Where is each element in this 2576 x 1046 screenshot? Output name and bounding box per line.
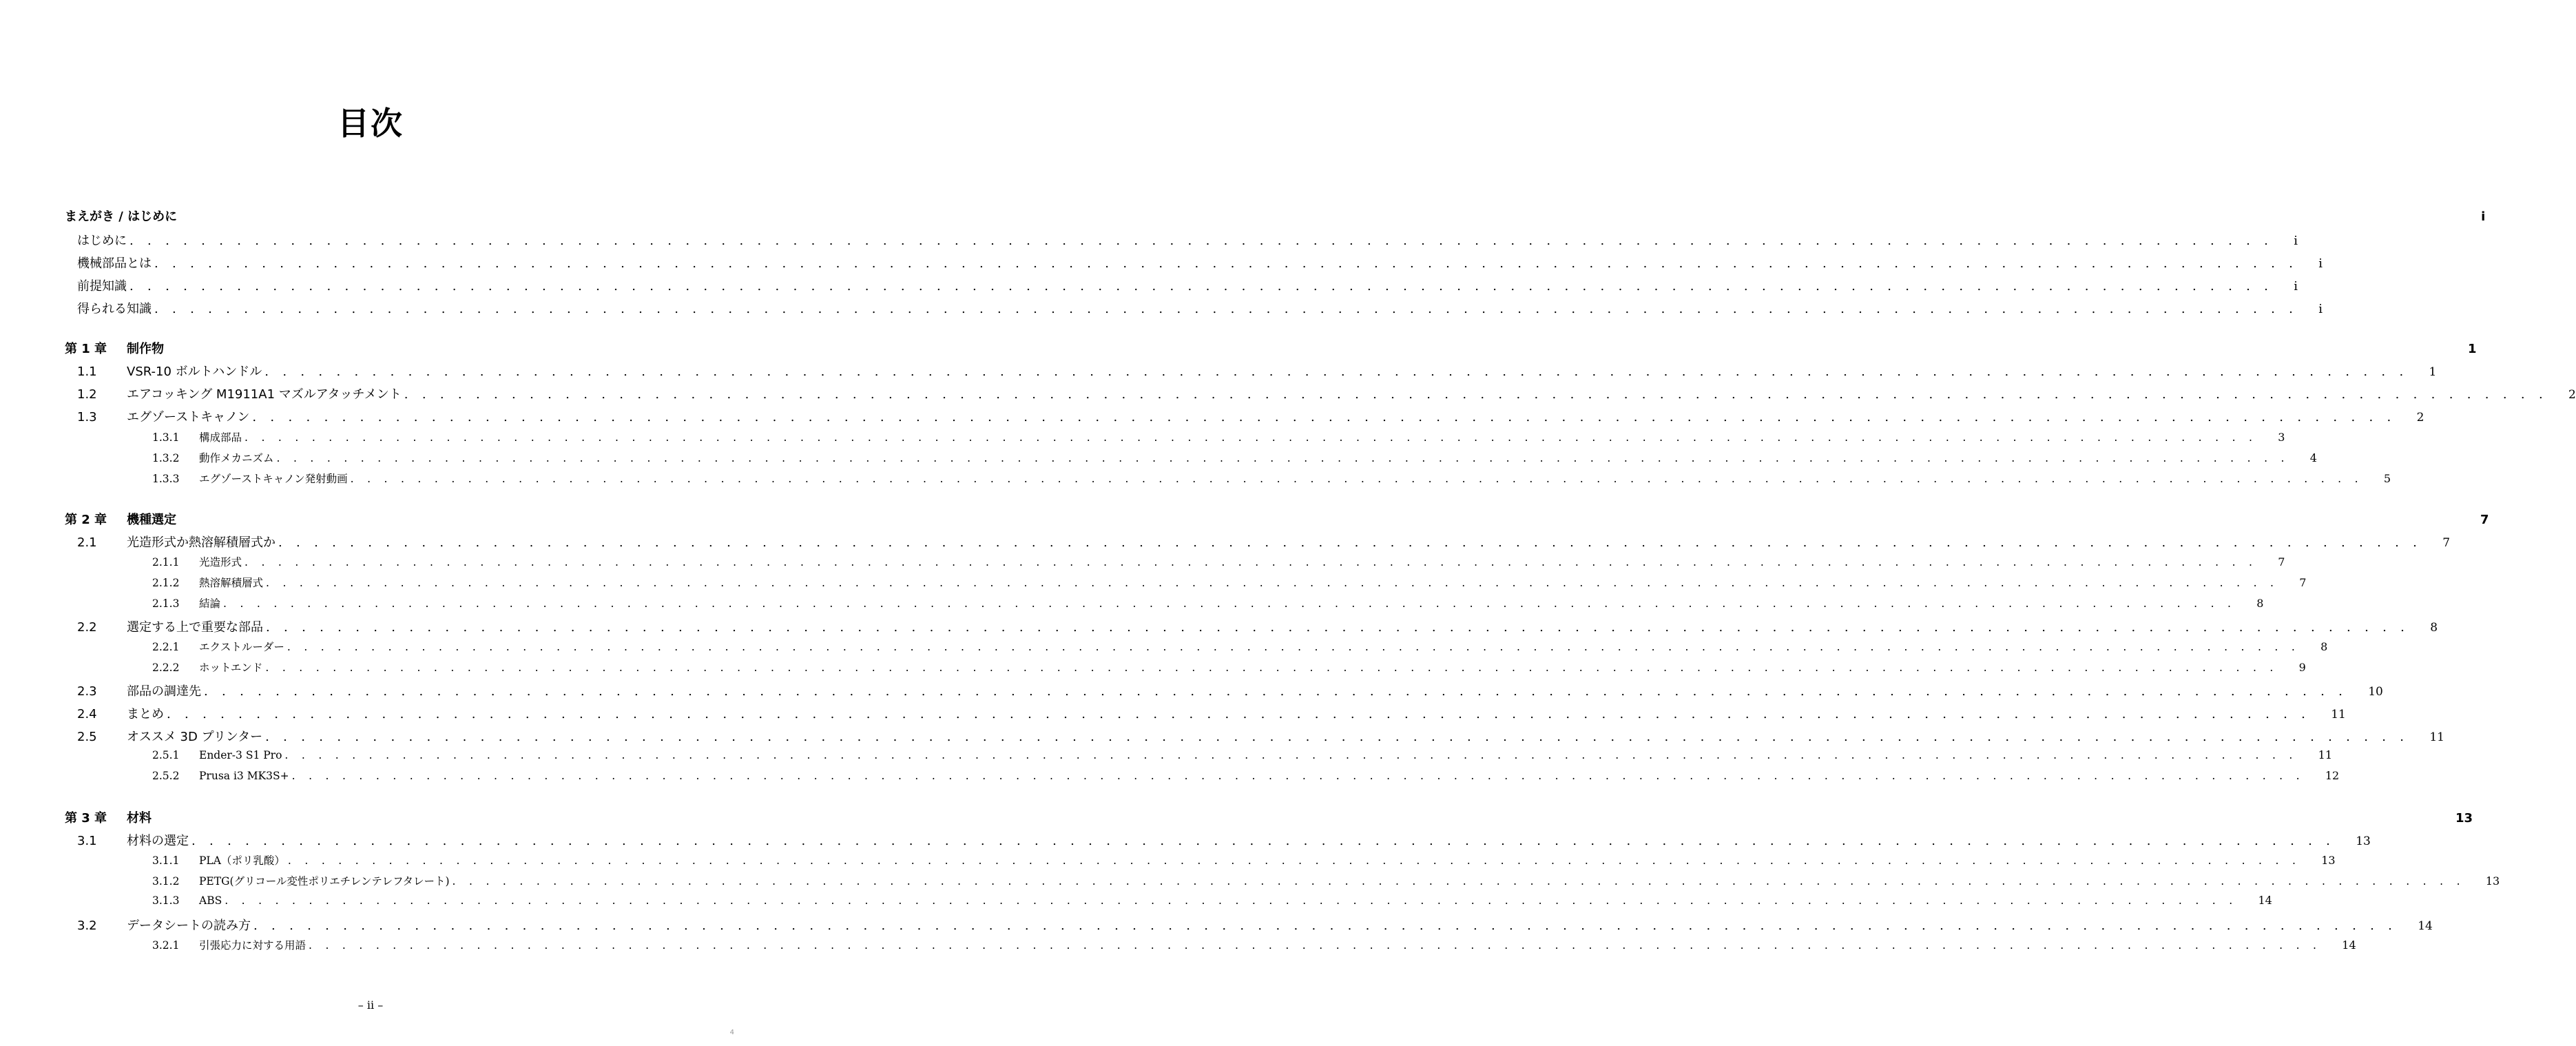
toc-title: エクストルーダー xyxy=(199,641,284,653)
toc-page-number: 2 xyxy=(2568,388,2576,402)
toc-number: 2.2 xyxy=(77,620,97,635)
toc-page-number: 8 xyxy=(2256,597,2264,610)
toc-page-number: 13 xyxy=(2455,811,2473,825)
toc-page-number: 14 xyxy=(2418,919,2433,933)
toc-entry-section[interactable] xyxy=(65,704,2346,722)
toc-page-number: 7 xyxy=(2278,555,2285,568)
toc-title: 前提知識 xyxy=(77,279,127,294)
toc-entry-subsection[interactable] xyxy=(65,639,2328,654)
toc-entry-item[interactable] xyxy=(65,299,2323,317)
toc-number: 2.5 xyxy=(77,730,97,744)
dot-leader: . . . . . . . . . . . . . . . . . . . . . . . . . . . . . . . . . . . . . . . . . . . . . . . . . . . . . . . . . . . . . . . . . . . . . . . . . . . . . . . . . . . . . . . . . . . . . . . . . . . . . . . . . . . . . . . . . . . . . . . . xyxy=(291,770,2305,782)
toc-number: 2.1.1 xyxy=(152,556,180,568)
toc-page-number: 1 xyxy=(2467,342,2477,356)
toc-entry-subsection[interactable] xyxy=(65,873,2500,888)
toc-page-number: 13 xyxy=(2485,874,2500,888)
toc-page-number: 2 xyxy=(2416,411,2424,424)
dot-leader: . . . . . . . . . . . . . . . . . . . . . . . . . . . . . . . . . . . . . . . . . . . . . . . . . . . . . . . . . . . . . . . . . . . . . . . . . . . . . . . . . . . . . . . . . . . . . . . . . . . . . . . . . . . . . . . . . . . . . . . . xyxy=(266,577,2279,589)
toc-entry-subsection[interactable] xyxy=(65,748,2333,761)
toc-page-number: 7 xyxy=(2480,513,2489,527)
toc-number: 3.1.1 xyxy=(152,854,180,867)
toc-number: 1.3.1 xyxy=(152,431,180,444)
toc-title: 得られる知識 xyxy=(77,302,152,316)
dot-leader: . . . . . . . . . . . . . . . . . . . . . . . . . . . . . . . . . . . . . . . . . . . . . . . . . . . . . . . . . . . . . . . . . . . . . . . . . . . . . . . . . . . . . . . . . . . . . . . . . . . . . . . . . . . . . . . . . . . . . . . . xyxy=(287,641,2300,653)
toc-entry-section[interactable] xyxy=(65,727,2444,745)
toc-title: まとめ xyxy=(127,707,164,721)
toc-number: 3.1 xyxy=(77,834,97,848)
dot-leader: . . . . . . . . . . . . . . . . . . . . . . . . . . . . . . . . . . . . . . . . . . . . . . . . . . . . . . . . . . . . . . . . . . . . . . . . . . . . . . . . . . . . . . . . . . . . . . . . . . . . . . . . . . . . . . . . . . . . . . . . xyxy=(265,662,2278,674)
toc-number: 第 2 章 xyxy=(65,513,107,527)
toc-entry-section[interactable] xyxy=(65,533,2451,551)
toc-entry-section[interactable] xyxy=(65,916,2433,934)
toc-entry-section[interactable] xyxy=(65,407,2424,425)
toc-entry-section[interactable] xyxy=(65,831,2371,849)
toc-page-number: 12 xyxy=(2325,769,2340,782)
toc-page-number: 11 xyxy=(2429,730,2444,744)
toc-title: 構成部品 xyxy=(199,431,242,444)
toc-entry-subsection[interactable] xyxy=(65,894,2272,907)
toc-title: まえがき / はじめに xyxy=(65,209,178,224)
dot-leader: . . . . . . . . . . . . . . . . . . . . . . . . . . . . . . . . . . . . . . . . . . . . . . . . . . . . . . . . . . . . . . . . . . . . . . . . . . . . . . . . . . . . . . . . . . . . . . . . . . . . . . . . . . . . . . . . . . . . . . . . xyxy=(350,473,2363,485)
toc-page-number: 5 xyxy=(2383,472,2391,485)
page-title: 目次 xyxy=(337,105,404,142)
toc-entry-section[interactable] xyxy=(65,362,2437,380)
dot-leader: . . . . . . . . . . . . . . . . . . . . . . . . . . . . . . . . . . . . . . . . . . . . . . . . . . . . . . . . . . . . . . . . . . . . . . . . . . . . . . . . . . . . . . . . . . . . . . . . . . . . . . . . . . . . . . . . . . . . . . . . xyxy=(265,730,2409,744)
toc-title: ABS xyxy=(199,894,222,907)
dot-leader: . . . . . . . . . . . . . . . . . . . . . . . . . . . . . . . . . . . . . . . . . . . . . . . . . . . . . . . . . . . . . . . . . . . . . . . . . . . . . . . . . . . . . . . . . . . . . . . . . . . . . . . . . . . . . . . . . . . . . . . . xyxy=(284,749,2298,761)
toc-entry-part[interactable] xyxy=(65,207,2486,225)
toc-page-number: i xyxy=(2481,209,2486,224)
toc-title: エグゾーストキャノン xyxy=(127,410,250,424)
toc-number: 2.3 xyxy=(77,684,97,699)
dot-leader: . . . . . . . . . . . . . . . . . . . . . . . . . . . . . . . . . . . . . . . . . . . . . . . . . . . . . . . . . . . . . . . . . . . . . . . . . . . . . . . . . . . . . . . . . . . . . . . . . . . . . . . . . . . . . . . . . . . . . . . . xyxy=(129,279,2274,294)
toc-title: 光造形式 xyxy=(199,556,242,568)
dot-leader: . . . . . . . . . . . . . . . . . . . . . . . . . . . . . . . . . . . . . . . . . . . . . . . . . . . . . . . . . . . . . . . . . . . . . . . . . . . . . . . . . . . . . . . . . . . . . . . . . . . . . . . . . . . . . . . . . . . . . . . . xyxy=(266,620,2410,635)
toc-number: 2.1 xyxy=(77,535,97,550)
dot-leader: . . . . . . . . . . . . . . . . . . . . . . . . . . . . . . . . . . . . . . . . . . . . . . . . . . . . . . . . . . . . . . . . . . . . . . . . . . . . . . . . . . . . . . . . . . . . . . . . . . . . . . . . . . . . . . . . . . . . . . . . xyxy=(252,410,2396,424)
toc-entry-subsection[interactable] xyxy=(65,575,2307,590)
toc-title: 結論 xyxy=(199,597,221,610)
toc-number: 1.1 xyxy=(77,365,97,379)
dot-leader: . . . . . . . . . . . . . . . . . . . . . . . . . . . . . . . . . . . . . . . . . . . . . . . . . . . . . . . . . . . . . . . . . . . . . . . . . . . . . . . . . . . . . . . . . . . . . . . . . . . . . . . . . . . . . . . . . . . . . . . . xyxy=(154,302,2298,316)
dot-leader: . . . . . . . . . . . . . . . . . . . . . . . . . . . . . . . . . . . . . . . . . . . . . . . . . . . . . . . . . . . . . . . . . . . . . . . . . . . . . . . . . . . . . . . . . . . . . . . . . . . . . . . . . . . . . . . . . . . . . . . . xyxy=(309,939,2322,952)
toc-title: 光造形式か熱溶解積層式か xyxy=(127,535,276,550)
toc-title: PETG(グリコール変性ポリエチレンテレフタレート) xyxy=(199,875,450,888)
toc-page-number: 9 xyxy=(2298,661,2306,674)
toc-title: 材料 xyxy=(127,811,152,825)
toc-entry-subsection[interactable] xyxy=(65,450,2317,465)
toc-page-number: 11 xyxy=(2331,708,2346,721)
toc-entry-item[interactable] xyxy=(65,276,2298,294)
toc-number: 3.2.1 xyxy=(152,939,180,952)
toc-title: データシートの読み方 xyxy=(127,919,251,933)
toc-title: 動作メカニズム xyxy=(199,452,274,464)
toc-entry-subsection[interactable] xyxy=(65,937,2356,952)
toc-number: 1.3.3 xyxy=(152,473,180,485)
toc-number: 2.4 xyxy=(77,707,97,721)
toc-entry-subsection[interactable] xyxy=(65,852,2336,868)
toc-entry-subsection[interactable] xyxy=(65,659,2306,675)
toc-page-number: i xyxy=(2318,302,2323,316)
toc-number: 1.2 xyxy=(77,387,97,402)
toc-title: 引張応力に対する用語 xyxy=(199,939,307,952)
dot-leader: . . . . . . . . . . . . . . . . . . . . . . . . . . . . . . . . . . . . . . . . . . . . . . . . . . . . . . . . . . . . . . . . . . . . . . . . . . . . . . . . . . . . . . . . . . . . . . . . . . . . . . . . . . . . . . . . . . . . . . . . xyxy=(129,234,2274,248)
toc-entry-subsection[interactable] xyxy=(65,429,2285,444)
dot-leader: . . . . . . . . . . . . . . . . . . . . . . . . . . . . . . . . . . . . . . . . . . . . . . . . . . . . . . . . . . . . . . . . . . . . . . . . . . . . . . . . . . . . . . . . . . . . . . . . . . . . . . . . . . . . . . . . . . . . . . . . xyxy=(287,854,2301,867)
dot-leader: . . . . . . . . . . . . . . . . . . . . . . . . . . . . . . . . . . . . . . . . . . . . . . . . . . . . . . . . . . . . . . . . . . . . . . . . . . . . . . . . . . . . . . . . . . . . . . . . . . . . . . . . . . . . . . . . . . . . . . . . xyxy=(154,256,2298,271)
toc-page-number: 3 xyxy=(2278,431,2285,444)
dot-leader: . . . . . . . . . . . . . . . . . . . . . . . . . . . . . . . . . . . . . . . . . . . . . . . . . . . . . . . . . . . . . . . . . . . . . . . . . . . . . . . . . . . . . . . . . . . . . . . . . . . . . . . . . . . . . . . . . . . . . . . . xyxy=(225,894,2238,907)
page-footer: – ii – xyxy=(357,998,384,1012)
toc-page-number: 8 xyxy=(2320,640,2328,653)
toc-number: 2.2.2 xyxy=(152,662,180,674)
toc-number: 2.2.1 xyxy=(152,641,180,653)
toc-entry-item[interactable] xyxy=(65,231,2298,249)
dot-leader: . . . . . . . . . . . . . . . . . . . . . . . . . . . . . . . . . . . . . . . . . . . . . . . . . . . . . . . . . . . . . . . . . . . . . . . . . . . . . . . . . . . . . . . . . . . . . . . . . . . . . . . . . . . . . . . . . . . . . . . . xyxy=(264,365,2409,379)
toc-number: 3.2 xyxy=(77,919,97,933)
toc-title: 部品の調達先 xyxy=(127,684,201,699)
toc-title: 機種選定 xyxy=(127,513,176,527)
dot-leader: . . . . . . . . . . . . . . . . . . . . . . . . . . . . . . . . . . . . . . . . . . . . . . . . . . . . . . . . . . . . . . . . . . . . . . . . . . . . . . . . . . . . . . . . . . . . . . . . . . . . . . . . . . . . . . . . . . . . . . . . xyxy=(278,535,2422,550)
toc-title: 熱溶解積層式 xyxy=(199,577,264,589)
toc-title: VSR-10 ボルトハンドル xyxy=(127,365,262,379)
toc-page-number: i xyxy=(2294,234,2298,248)
toc-entry-chapter[interactable] xyxy=(65,339,2477,357)
toc-title: ホットエンド xyxy=(199,662,263,674)
dot-leader: . . . . . . . . . . . . . . . . . . . . . . . . . . . . . . . . . . . . . . . . . . . . . . . . . . . . . . . . . . . . . . . . . . . . . . . . . . . . . . . . . . . . . . . . . . . . . . . . . . . . . . . . . . . . . . . . . . . . . . . . xyxy=(223,597,2236,610)
toc-title: 制作物 xyxy=(127,342,164,356)
toc-number: 2.1.3 xyxy=(152,597,180,610)
dot-leader: . . . . . . . . . . . . . . . . . . . . . . . . . . . . . . . . . . . . . . . . . . . . . . . . . . . . . . . . . . . . . . . . . . . . . . . . . . . . . . . . . . . . . . . . . . . . . . . . . . . . . . . . . . . . . . . . . . . . . . . . xyxy=(191,834,2336,848)
toc-page-number: 11 xyxy=(2318,748,2333,761)
toc-title: PLA（ポリ乳酸） xyxy=(199,854,285,867)
toc-page-number: 7 xyxy=(2442,536,2451,550)
toc-title: 機械部品とは xyxy=(77,256,152,271)
toc-page-number: 10 xyxy=(2368,685,2383,699)
toc-title: オススメ 3D プリンター xyxy=(127,730,263,744)
toc-page-number: 14 xyxy=(2258,894,2272,907)
toc-title: 材料の選定 xyxy=(127,834,189,848)
toc-title: エアコッキング M1911A1 マズルアタッチメント xyxy=(127,387,402,402)
toc-entry-section[interactable] xyxy=(65,681,2383,699)
toc-title: エグゾーストキャノン発射動画 xyxy=(199,473,348,485)
toc-entry-item[interactable] xyxy=(65,254,2323,271)
sheet-number: 4 xyxy=(729,1029,734,1036)
toc-number: 第 1 章 xyxy=(65,342,107,356)
toc-entry-section[interactable] xyxy=(65,384,2576,402)
toc-entry-subsection[interactable] xyxy=(65,471,2391,486)
dot-leader: . . . . . . . . . . . . . . . . . . . . . . . . . . . . . . . . . . . . . . . . . . . . . . . . . . . . . . . . . . . . . . . . . . . . . . . . . . . . . . . . . . . . . . . . . . . . . . . . . . . . . . . . . . . . . . . . . . . . . . . . xyxy=(276,452,2289,464)
dot-leader: . . . . . . . . . . . . . . . . . . . . . . . . . . . . . . . . . . . . . . . . . . . . . . . . . . . . . . . . . . . . . . . . . . . . . . . . . . . . . . . . . . . . . . . . . . . . . . . . . . . . . . . . . . . . . . . . . . . . . . . . xyxy=(204,684,2348,699)
toc-entry-chapter[interactable] xyxy=(65,808,2473,826)
toc-number: 1.3 xyxy=(77,410,97,424)
toc-entry-subsection[interactable] xyxy=(65,595,2264,611)
toc-number: 1.3.2 xyxy=(152,452,180,464)
toc-entry-chapter[interactable] xyxy=(65,510,2489,528)
toc-number: 3.1.2 xyxy=(152,875,180,888)
dot-leader: . . . . . . . . . . . . . . . . . . . . . . . . . . . . . . . . . . . . . . . . . . . . . . . . . . . . . . . . . . . . . . . . . . . . . . . . . . . . . . . . . . . . . . . . . . . . . . . . . . . . . . . . . . . . . . . . . . . . . . . . xyxy=(404,387,2548,402)
toc-number: 2.1.2 xyxy=(152,577,180,589)
dot-leader: . . . . . . . . . . . . . . . . . . . . . . . . . . . . . . . . . . . . . . . . . . . . . . . . . . . . . . . . . . . . . . . . . . . . . . . . . . . . . . . . . . . . . . . . . . . . . . . . . . . . . . . . . . . . . . . . . . . . . . . . xyxy=(253,919,2398,933)
toc-page-number: i xyxy=(2294,279,2298,294)
toc-number: 第 3 章 xyxy=(65,811,107,825)
toc-title: Ender-3 S1 Pro xyxy=(199,749,282,761)
toc-page-number: 7 xyxy=(2299,576,2307,589)
toc-title: 選定する上で重要な部品 xyxy=(127,620,263,635)
toc-page-number: 1 xyxy=(2429,365,2437,379)
toc-number: 2.5.2 xyxy=(152,770,180,782)
toc-page-number: 13 xyxy=(2321,854,2336,867)
toc-title: Prusa i3 MK3S+ xyxy=(199,770,289,782)
toc-page-number: 4 xyxy=(2309,451,2317,464)
toc-page-number: 14 xyxy=(2342,939,2356,952)
toc-page-number: 8 xyxy=(2430,621,2438,635)
toc-page-number: i xyxy=(2318,256,2323,271)
toc-number: 3.1.3 xyxy=(152,894,180,907)
dot-leader: . . . . . . . . . . . . . . . . . . . . . . . . . . . . . . . . . . . . . . . . . . . . . . . . . . . . . . . . . . . . . . . . . . . . . . . . . . . . . . . . . . . . . . . . . . . . . . . . . . . . . . . . . . . . . . . . . . . . . . . . xyxy=(245,431,2258,444)
toc-entry-subsection[interactable] xyxy=(65,769,2340,782)
dot-leader: . . . . . . . . . . . . . . . . . . . . . . . . . . . . . . . . . . . . . . . . . . . . . . . . . . . . . . . . . . . . . . . . . . . . . . . . . . . . . . . . . . . . . . . . . . . . . . . . . . . . . . . . . . . . . . . . . . . . . . . . xyxy=(245,556,2258,568)
toc-page-number: 13 xyxy=(2356,834,2371,848)
toc-entry-section[interactable] xyxy=(65,617,2438,635)
toc-entry-subsection[interactable] xyxy=(65,554,2285,569)
dot-leader: . . . . . . . . . . . . . . . . . . . . . . . . . . . . . . . . . . . . . . . . . . . . . . . . . . . . . . . . . . . . . . . . . . . . . . . . . . . . . . . . . . . . . . . . . . . . . . . . . . . . . . . . . . . . . . . . . . . . . . . . xyxy=(452,875,2465,888)
toc-title: はじめに xyxy=(77,234,127,248)
dot-leader: . . . . . . . . . . . . . . . . . . . . . . . . . . . . . . . . . . . . . . . . . . . . . . . . . . . . . . . . . . . . . . . . . . . . . . . . . . . . . . . . . . . . . . . . . . . . . . . . . . . . . . . . . . . . . . . . . . . . . . . . xyxy=(167,707,2311,721)
toc-number: 2.5.1 xyxy=(152,749,180,761)
